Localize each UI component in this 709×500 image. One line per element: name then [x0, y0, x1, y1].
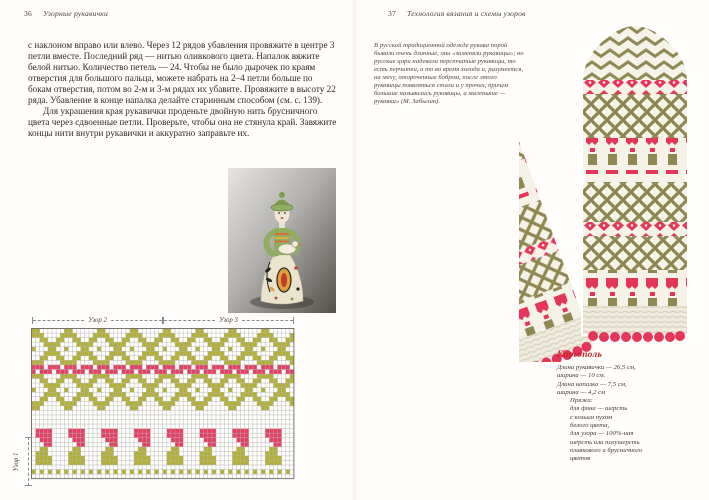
right-running-title: Технология вязания и схемы узоров	[407, 9, 526, 18]
chart-label-uzor3: Узор 3	[219, 317, 238, 324]
caption-line: оливкового и брусничного	[570, 446, 643, 454]
margin-quote: В русской традиционной одежде рукава порой бывали очень длинные, они «заменяли рукавицы»; но русские цари надевали перстчатые рукавицы, то есть перчатки, а то во время холода и, разумеется, на меху, отороченные бобром, после этого рукавицы появляться стали и у прочих, причем большие назывались рукавицы, а маленькие — рукавки» (М. Забылин).	[374, 42, 524, 106]
caption-line: для узора — 100%-ная	[570, 430, 634, 438]
body-paragraph-2: Для украшения края рукавички проденьте двойную нить брусничного цвета через сдвоенные петли. Проверьте, чтобы она не стянула край. Завяжите концы нити внутри рукавички и аккуратно заправьте их.	[28, 106, 337, 139]
caption-line: ширина — 4,2 см	[557, 388, 606, 396]
caption-line: с козьим пухом	[570, 413, 613, 421]
caption-line: Пряжа:	[570, 397, 593, 405]
body-text	[28, 40, 338, 139]
chart-brackets	[32, 316, 294, 325]
body-paragraph-1: с наклоном вправо или влево. Через 12 рядов убавления провяжите в центре 3 петли вместе. Последний ряд — нитью оливкового цвета. Напалок вяжите белой нитью. Количество петель — 24. Чтобы не было дырочек по краям отверстия для большого пальца, можете набрать на 2–4 петли больше по бокам отверстия, потом во 2-м и 3-м рядах их убавите. Провяжите в высоту 22 ряда. Убавление в конце напалка делайте старинным способом (см. с. 139).	[28, 40, 336, 106]
chart-label-uzor2: Узор 2	[88, 317, 107, 324]
caption-line: для фона — шерсть	[570, 405, 628, 413]
chart-bracket-uzor1	[12, 437, 29, 486]
caption-line: ширина — 10 см.	[557, 372, 606, 380]
right-running-head	[388, 9, 526, 18]
chart-bracket-uzor3	[163, 316, 294, 325]
left-running-title: Узорные рукавички	[43, 9, 109, 18]
figurine-photo	[228, 168, 336, 313]
caption-line: белого цвета,	[570, 422, 610, 430]
chart-grid	[30, 327, 296, 481]
page-gutter	[351, 0, 358, 500]
left-running-head	[24, 9, 108, 18]
caption-line: шерсть или полушерсть	[570, 438, 640, 446]
front-mitten-picot-edge	[588, 331, 685, 342]
left-page-number: 36	[24, 9, 32, 18]
caption-details	[557, 364, 675, 464]
caption-title: Каргополь	[557, 350, 603, 360]
chart-label-uzor1: Узор 1	[12, 452, 20, 471]
right-page-number: 37	[388, 9, 396, 18]
mittens-photo	[519, 22, 709, 362]
caption-line: Длина рукавички — 26,5 см,	[557, 364, 636, 371]
caption-line: Длина напалка — 7,5 см,	[557, 380, 627, 388]
knitting-chart	[30, 316, 296, 486]
caption-line: цветов	[570, 455, 591, 463]
front-mitten	[583, 26, 687, 342]
chart-bracket-uzor2	[32, 316, 163, 325]
